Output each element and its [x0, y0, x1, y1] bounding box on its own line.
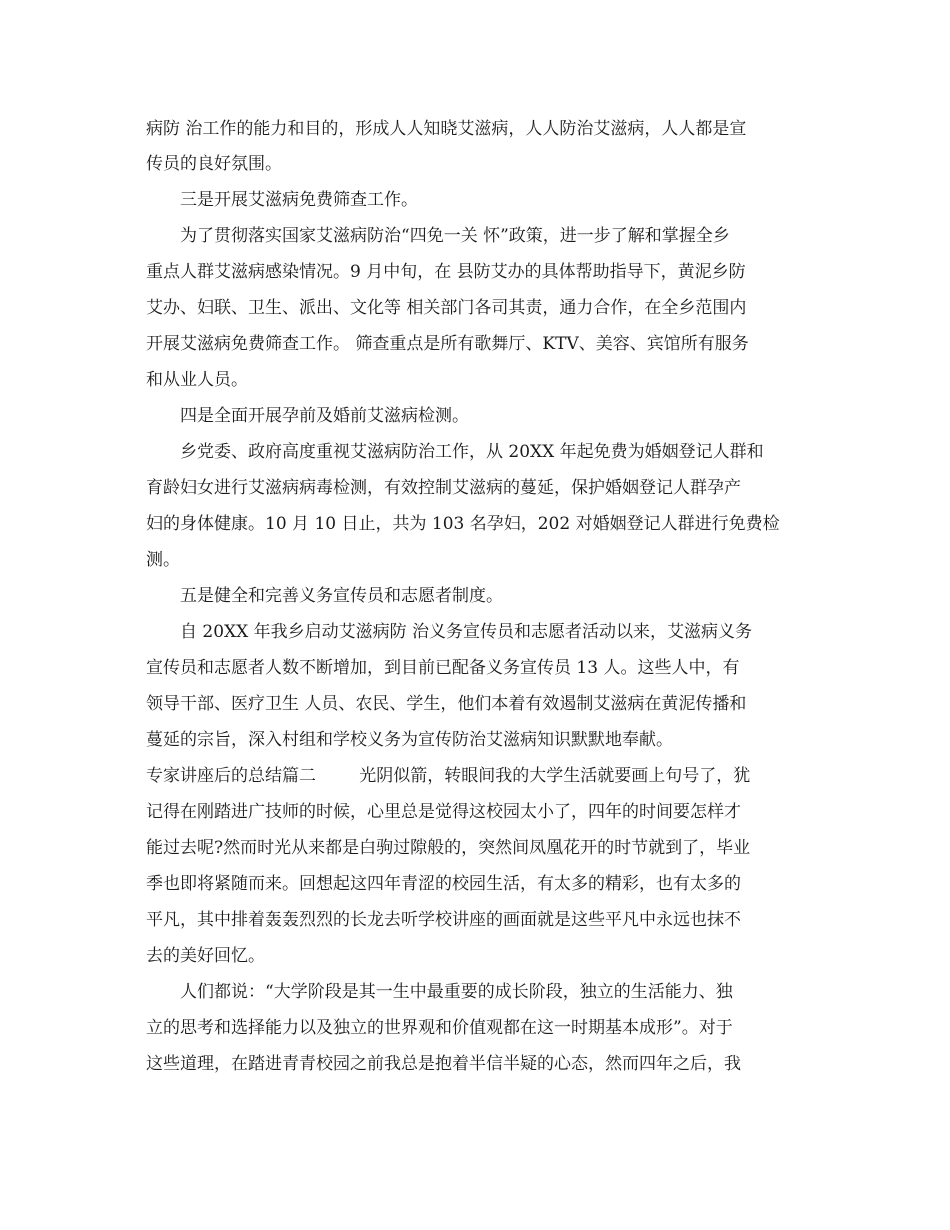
text-line: 育龄妇女进行艾滋病病毒检测，有效控制艾滋病的蔓延，保护婚姻登记人群孕产 — [146, 478, 741, 498]
text-line: 记得在刚踏进广技师的时候，心里总是觉得这校园太小了，四年的时间要怎样才 — [146, 802, 741, 822]
text-line: 平凡，其中排着轰轰烈烈的长龙去听学校讲座的画面就是这些平凡中永远也抹不 — [146, 910, 741, 930]
text-line: 传员的良好氛围。 — [146, 154, 282, 174]
text-line: 这些道理，在踏进青青校园之前我总是抱着半信半疑的心态，然而四年之后，我 — [146, 1054, 741, 1074]
text-line: 宣传员和志愿者人数不断增加，到目前已配备义务宣传员 13 人。这些人中，有 — [146, 658, 740, 678]
text-line: 测。 — [146, 550, 180, 570]
text-line: 去的美好回忆。 — [146, 946, 265, 966]
text-line: 季也即将紧随而来。回想起这四年青涩的校园生活，有太多的精彩，也有太多的 — [146, 874, 741, 894]
text-line: 开展艾滋病免费筛查工作。 筛查重点是所有歌舞厅、KTV、美容、宾馆所有服务 — [146, 334, 749, 354]
text-line: 领导干部、医疗卫生 人员、农民、学生，他们本着有效遏制艾滋病在黄泥传播和 — [146, 694, 747, 714]
text-line: 病防 治工作的能力和目的，形成人人知晓艾滋病，人人防治艾滋病，人人都是宣 — [146, 119, 747, 139]
section-heading: 四是全面开展孕前及婚前艾滋病检测。 — [180, 406, 469, 426]
text-line: 为了贯彻落实国家艾滋病防治“四免一关 怀”政策，进一步了解和掌握全乡 — [180, 226, 730, 246]
text-line: 重点人群艾滋病感染情况。9 月中旬，在 县防艾办的具体帮助指导下，黄泥乡防 — [146, 262, 746, 282]
text-line: 乡党委、政府高度重视艾滋病防治工作，从 20XX 年起免费为婚姻登记人群和 — [180, 442, 764, 462]
section-heading: 五是健全和完善义务宣传员和志愿者制度。 — [180, 586, 503, 606]
text-line: 能过去呢?然而时光从来都是白驹过隙般的，突然间凤凰花开的时节就到了，毕业 — [146, 838, 751, 858]
text-line: 妇的身体健康。10 月 10 日止，共为 103 名孕妇，202 对婚姻登记人群进行免费检 — [146, 514, 780, 534]
section-heading: 三是开展艾滋病免费筛查工作。 — [180, 190, 418, 210]
text-line: 立的思考和选择能力以及独立的世界观和价值观都在这一时期基本成形”。对于 — [146, 1018, 733, 1038]
text-line: 人们都说：“大学阶段是其一生中最重要的成长阶段，独立的生活能力、独 — [180, 982, 733, 1002]
text-line: 蔓延的宗旨，深入村组和学校义务为宣传防治艾滋病知识默默地奉献。 — [146, 730, 673, 750]
text-line: 专家讲座后的总结篇二 光阴似箭，转眼间我的大学生活就要画上句号了，犹 — [146, 766, 751, 786]
text-line: 和从业人员。 — [146, 370, 248, 390]
text-line: 艾办、妇联、卫生、派出、文化等 相关部门各司其责，通力合作，在全乡范围内 — [146, 298, 747, 318]
text-line: 自 20XX 年我乡启动艾滋病防 治义务宣传员和志愿者活动以来，艾滋病义务 — [180, 622, 753, 642]
